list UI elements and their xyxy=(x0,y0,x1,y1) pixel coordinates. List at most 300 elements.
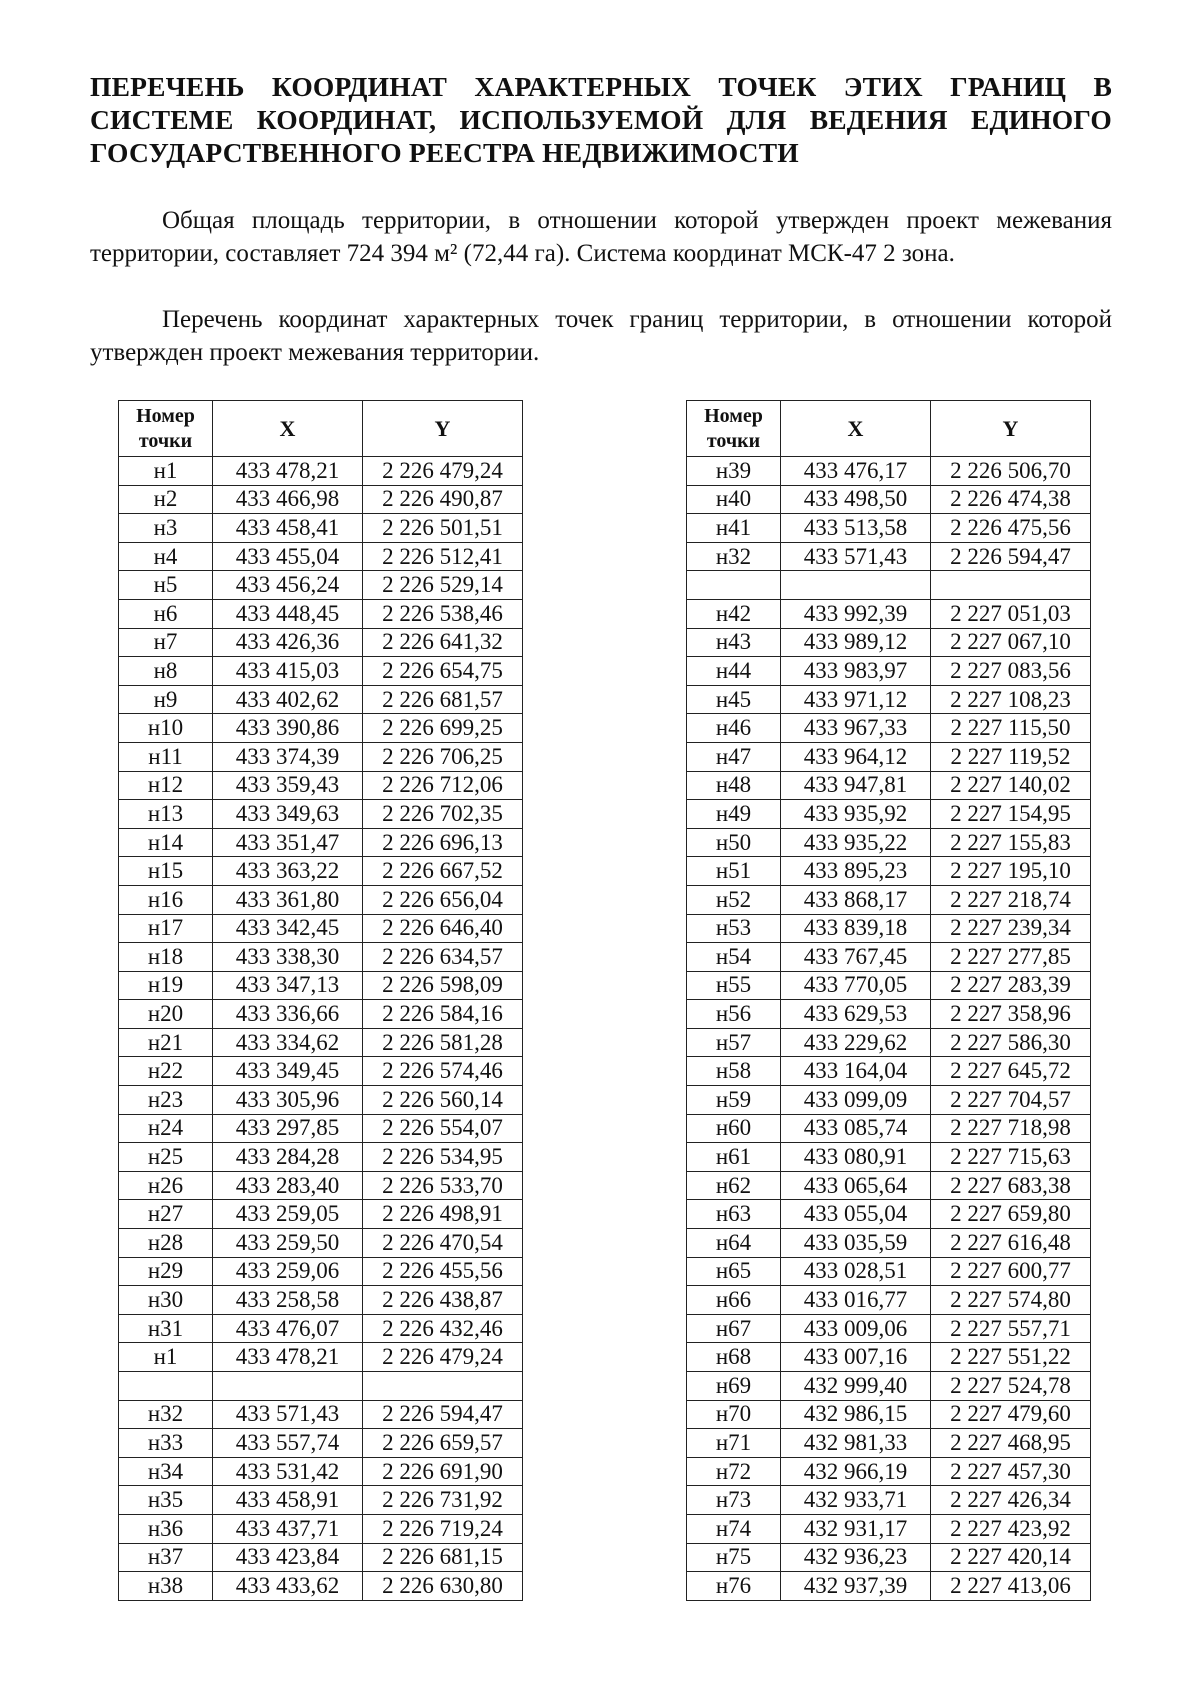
y-coordinate-cell: 2 226 581,28 xyxy=(363,1028,523,1057)
x-coordinate-cell: 433 992,39 xyxy=(781,599,931,628)
point-number-cell: н68 xyxy=(687,1343,781,1372)
y-coordinate-cell: 2 227 423,92 xyxy=(931,1514,1091,1543)
y-coordinate-cell: 2 227 239,34 xyxy=(931,914,1091,943)
x-coordinate-cell: 433 478,21 xyxy=(213,457,363,486)
table-row xyxy=(119,457,523,486)
point-number-cell: н30 xyxy=(119,1286,213,1315)
y-coordinate-cell: 2 226 584,16 xyxy=(363,1000,523,1029)
point-number-cell: н45 xyxy=(687,685,781,714)
table-row xyxy=(119,1028,523,1057)
table-row xyxy=(687,1000,1091,1029)
point-number-cell: н75 xyxy=(687,1543,781,1572)
y-coordinate-cell: 2 227 574,80 xyxy=(931,1286,1091,1315)
y-coordinate-cell: 2 227 600,77 xyxy=(931,1257,1091,1286)
coordinates-table-left xyxy=(118,400,523,1601)
point-number-cell: н9 xyxy=(119,685,213,714)
point-number-cell: н49 xyxy=(687,800,781,829)
y-coordinate-cell: 2 227 083,56 xyxy=(931,657,1091,686)
x-coordinate-cell: 432 999,40 xyxy=(781,1372,931,1401)
point-number-cell: н61 xyxy=(687,1143,781,1172)
point-number-cell: н76 xyxy=(687,1572,781,1601)
x-coordinate-cell: 433 284,28 xyxy=(213,1143,363,1172)
table-row xyxy=(687,800,1091,829)
point-number-cell: н44 xyxy=(687,657,781,686)
x-coordinate-cell: 433 336,66 xyxy=(213,1000,363,1029)
table-row xyxy=(119,1114,523,1143)
table-row xyxy=(119,1343,523,1372)
y-coordinate-cell: 2 226 554,07 xyxy=(363,1114,523,1143)
area-paragraph xyxy=(90,204,1112,270)
y-coordinate-cell: 2 227 457,30 xyxy=(931,1457,1091,1486)
y-coordinate-cell: 2 227 358,96 xyxy=(931,1000,1091,1029)
point-number-cell: н47 xyxy=(687,742,781,771)
x-coordinate-cell: 433 557,74 xyxy=(213,1429,363,1458)
x-coordinate-cell: 433 342,45 xyxy=(213,914,363,943)
header-x: X xyxy=(781,401,931,457)
point-number-cell: н67 xyxy=(687,1314,781,1343)
point-number-cell: н70 xyxy=(687,1400,781,1429)
y-coordinate-cell: 2 226 667,52 xyxy=(363,857,523,886)
table-row xyxy=(119,1514,523,1543)
point-number-cell: н64 xyxy=(687,1229,781,1258)
list-intro-paragraph xyxy=(90,303,1112,369)
point-number-cell: н57 xyxy=(687,1028,781,1057)
x-coordinate-cell: 433 415,03 xyxy=(213,657,363,686)
y-coordinate-cell: 2 227 067,10 xyxy=(931,628,1091,657)
table-row xyxy=(687,1200,1091,1229)
x-coordinate-cell: 433 259,05 xyxy=(213,1200,363,1229)
point-number-cell: н6 xyxy=(119,599,213,628)
table-row xyxy=(119,1314,523,1343)
y-coordinate-cell: 2 226 479,24 xyxy=(363,457,523,486)
x-coordinate-cell: 433 935,92 xyxy=(781,800,931,829)
point-number-cell: н55 xyxy=(687,971,781,1000)
x-coordinate-cell: 433 770,05 xyxy=(781,971,931,1000)
table-row xyxy=(687,1429,1091,1458)
x-coordinate-cell: 433 498,50 xyxy=(781,485,931,514)
y-coordinate-cell: 2 226 498,91 xyxy=(363,1200,523,1229)
point-number-cell: н62 xyxy=(687,1171,781,1200)
y-coordinate-cell: 2 227 551,22 xyxy=(931,1343,1091,1372)
x-coordinate-cell: 433 305,96 xyxy=(213,1086,363,1115)
x-coordinate-cell: 433 259,50 xyxy=(213,1229,363,1258)
table-row xyxy=(687,828,1091,857)
y-coordinate-cell: 2 227 616,48 xyxy=(931,1229,1091,1258)
x-coordinate-cell: 433 935,22 xyxy=(781,828,931,857)
y-coordinate-cell: 2 226 641,32 xyxy=(363,628,523,657)
x-coordinate-cell: 433 361,80 xyxy=(213,885,363,914)
x-coordinate-cell: 433 476,07 xyxy=(213,1314,363,1343)
point-number-cell: н18 xyxy=(119,943,213,972)
x-coordinate-cell: 433 983,97 xyxy=(781,657,931,686)
x-coordinate-cell: 433 080,91 xyxy=(781,1143,931,1172)
point-number-cell: н20 xyxy=(119,1000,213,1029)
x-coordinate-cell: 433 989,12 xyxy=(781,628,931,657)
table-row xyxy=(119,771,523,800)
y-coordinate-cell: 2 227 468,95 xyxy=(931,1429,1091,1458)
y-coordinate-cell: 2 226 659,57 xyxy=(363,1429,523,1458)
x-coordinate-cell: 433 423,84 xyxy=(213,1543,363,1572)
x-coordinate-cell: 433 895,23 xyxy=(781,857,931,886)
header-x: X xyxy=(213,401,363,457)
point-number-cell: н31 xyxy=(119,1314,213,1343)
table-row xyxy=(119,742,523,771)
x-coordinate-cell: 433 466,98 xyxy=(213,485,363,514)
table-row xyxy=(687,971,1091,1000)
point-number-cell: н24 xyxy=(119,1114,213,1143)
point-number-cell: н12 xyxy=(119,771,213,800)
point-number-cell: н58 xyxy=(687,1057,781,1086)
point-number-cell: н32 xyxy=(687,542,781,571)
y-coordinate-cell: 2 226 719,24 xyxy=(363,1514,523,1543)
point-number-cell: н50 xyxy=(687,828,781,857)
y-coordinate-cell: 2 226 699,25 xyxy=(363,714,523,743)
y-coordinate-cell: 2 226 702,35 xyxy=(363,800,523,829)
y-coordinate-cell: 2 227 119,52 xyxy=(931,742,1091,771)
y-coordinate-cell: 2 226 630,80 xyxy=(363,1572,523,1601)
point-number-cell: н3 xyxy=(119,514,213,543)
x-coordinate-cell: 432 931,17 xyxy=(781,1514,931,1543)
point-number-cell: н40 xyxy=(687,485,781,514)
table-row xyxy=(687,1514,1091,1543)
x-coordinate-cell: 433 259,06 xyxy=(213,1257,363,1286)
y-coordinate-cell: 2 227 218,74 xyxy=(931,885,1091,914)
table-row xyxy=(687,1057,1091,1086)
table-row xyxy=(119,1086,523,1115)
point-number-cell: н60 xyxy=(687,1114,781,1143)
y-coordinate-cell: 2 227 115,50 xyxy=(931,714,1091,743)
y-coordinate-cell: 2 226 470,54 xyxy=(363,1229,523,1258)
x-coordinate-cell: 433 334,62 xyxy=(213,1028,363,1057)
point-number-cell: н69 xyxy=(687,1372,781,1401)
x-coordinate-cell: 433 478,21 xyxy=(213,1343,363,1372)
x-coordinate-cell: 433 374,39 xyxy=(213,742,363,771)
point-number-cell: н53 xyxy=(687,914,781,943)
table-row xyxy=(119,1457,523,1486)
point-number-cell: н10 xyxy=(119,714,213,743)
table-row xyxy=(687,914,1091,943)
table-row xyxy=(687,1572,1091,1601)
table-row xyxy=(687,1114,1091,1143)
point-number-cell: н63 xyxy=(687,1200,781,1229)
table-row xyxy=(119,828,523,857)
y-coordinate-cell: 2 226 634,57 xyxy=(363,943,523,972)
x-coordinate-cell: 433 351,47 xyxy=(213,828,363,857)
table-row xyxy=(687,514,1091,543)
table-row xyxy=(687,1257,1091,1286)
y-coordinate-cell: 2 226 432,46 xyxy=(363,1314,523,1343)
x-coordinate-cell: 433 035,59 xyxy=(781,1229,931,1258)
y-coordinate-cell: 2 227 108,23 xyxy=(931,685,1091,714)
y-coordinate-cell: 2 227 426,34 xyxy=(931,1486,1091,1515)
y-coordinate-cell: 2 226 506,70 xyxy=(931,457,1091,486)
point-number-cell: н41 xyxy=(687,514,781,543)
header-y: Y xyxy=(363,401,523,457)
y-coordinate-cell: 2 226 529,14 xyxy=(363,571,523,600)
table-row xyxy=(119,571,523,600)
point-number-cell xyxy=(687,571,781,600)
table-row xyxy=(687,857,1091,886)
point-number-cell: н1 xyxy=(119,457,213,486)
x-coordinate-cell: 433 629,53 xyxy=(781,1000,931,1029)
y-coordinate-cell: 2 226 696,13 xyxy=(363,828,523,857)
table-row xyxy=(119,1400,523,1429)
point-number-cell: н16 xyxy=(119,885,213,914)
x-coordinate-cell xyxy=(781,571,931,600)
header-point-number-line1: Номер xyxy=(704,404,763,427)
y-coordinate-cell: 2 226 706,25 xyxy=(363,742,523,771)
x-coordinate-cell: 433 964,12 xyxy=(781,742,931,771)
y-coordinate-cell: 2 226 560,14 xyxy=(363,1086,523,1115)
point-number-cell: н54 xyxy=(687,943,781,972)
x-coordinate-cell: 433 455,04 xyxy=(213,542,363,571)
table-row xyxy=(119,914,523,943)
table-row xyxy=(119,1229,523,1258)
y-coordinate-cell: 2 227 704,57 xyxy=(931,1086,1091,1115)
y-coordinate-cell: 2 227 524,78 xyxy=(931,1372,1091,1401)
point-number-cell: н65 xyxy=(687,1257,781,1286)
y-coordinate-cell: 2 226 512,41 xyxy=(363,542,523,571)
point-number-cell: н2 xyxy=(119,485,213,514)
y-coordinate-cell xyxy=(363,1372,523,1401)
header-point-number xyxy=(119,401,213,457)
x-coordinate-cell: 433 448,45 xyxy=(213,599,363,628)
point-number-cell: н29 xyxy=(119,1257,213,1286)
y-coordinate-cell: 2 227 195,10 xyxy=(931,857,1091,886)
table-row xyxy=(687,1543,1091,1572)
x-coordinate-cell: 433 164,04 xyxy=(781,1057,931,1086)
table-row xyxy=(119,485,523,514)
y-coordinate-cell: 2 226 681,57 xyxy=(363,685,523,714)
y-coordinate-cell: 2 227 718,98 xyxy=(931,1114,1091,1143)
header-point-number-line2: точки xyxy=(138,429,193,452)
x-coordinate-cell: 433 967,33 xyxy=(781,714,931,743)
table-row xyxy=(687,685,1091,714)
x-coordinate-cell: 432 966,19 xyxy=(781,1457,931,1486)
y-coordinate-cell: 2 227 479,60 xyxy=(931,1400,1091,1429)
table-row xyxy=(687,542,1091,571)
point-number-cell: н66 xyxy=(687,1286,781,1315)
x-coordinate-cell: 433 283,40 xyxy=(213,1171,363,1200)
table-row xyxy=(119,1057,523,1086)
x-coordinate-cell: 433 868,17 xyxy=(781,885,931,914)
point-number-cell: н71 xyxy=(687,1429,781,1458)
table-row xyxy=(119,1372,523,1401)
table-row xyxy=(687,485,1091,514)
table-row xyxy=(119,599,523,628)
table-header-row xyxy=(119,401,523,457)
y-coordinate-cell: 2 227 420,14 xyxy=(931,1543,1091,1572)
y-coordinate-cell: 2 226 712,06 xyxy=(363,771,523,800)
point-number-cell: н35 xyxy=(119,1486,213,1515)
x-coordinate-cell: 432 933,71 xyxy=(781,1486,931,1515)
table-row xyxy=(119,885,523,914)
point-number-cell: н72 xyxy=(687,1457,781,1486)
table-row xyxy=(687,1372,1091,1401)
x-coordinate-cell: 433 349,45 xyxy=(213,1057,363,1086)
point-number-cell: н73 xyxy=(687,1486,781,1515)
y-coordinate-cell: 2 226 656,04 xyxy=(363,885,523,914)
header-point-number xyxy=(687,401,781,457)
list-intro-paragraph-text: Перечень координат характерных точек границ территории, в отношении которой утвержден проект межевания территории. xyxy=(90,306,1112,366)
point-number-cell: н46 xyxy=(687,714,781,743)
table-row xyxy=(687,1457,1091,1486)
x-coordinate-cell: 432 981,33 xyxy=(781,1429,931,1458)
y-coordinate-cell: 2 227 659,80 xyxy=(931,1200,1091,1229)
y-coordinate-cell: 2 226 538,46 xyxy=(363,599,523,628)
x-coordinate-cell: 433 426,36 xyxy=(213,628,363,657)
y-coordinate-cell: 2 226 490,87 xyxy=(363,485,523,514)
y-coordinate-cell: 2 226 475,56 xyxy=(931,514,1091,543)
x-coordinate-cell: 433 402,62 xyxy=(213,685,363,714)
y-coordinate-cell: 2 227 155,83 xyxy=(931,828,1091,857)
coordinates-table-left-body xyxy=(119,457,523,1601)
y-coordinate-cell: 2 227 277,85 xyxy=(931,943,1091,972)
point-number-cell: н48 xyxy=(687,771,781,800)
point-number-cell: н56 xyxy=(687,1000,781,1029)
table-row xyxy=(119,657,523,686)
point-number-cell: н52 xyxy=(687,885,781,914)
table-row xyxy=(687,1143,1091,1172)
y-coordinate-cell: 2 227 715,63 xyxy=(931,1143,1091,1172)
table-row xyxy=(119,1429,523,1458)
point-number-cell: н34 xyxy=(119,1457,213,1486)
y-coordinate-cell: 2 226 533,70 xyxy=(363,1171,523,1200)
y-coordinate-cell: 2 226 691,90 xyxy=(363,1457,523,1486)
x-coordinate-cell: 433 767,45 xyxy=(781,943,931,972)
table-row xyxy=(119,685,523,714)
table-row xyxy=(119,714,523,743)
point-number-cell: н74 xyxy=(687,1514,781,1543)
x-coordinate-cell: 433 433,62 xyxy=(213,1572,363,1601)
x-coordinate-cell: 433 437,71 xyxy=(213,1514,363,1543)
x-coordinate-cell: 433 513,58 xyxy=(781,514,931,543)
point-number-cell: н8 xyxy=(119,657,213,686)
x-coordinate-cell: 433 009,06 xyxy=(781,1314,931,1343)
table-row xyxy=(119,943,523,972)
point-number-cell: н39 xyxy=(687,457,781,486)
x-coordinate-cell: 433 347,13 xyxy=(213,971,363,1000)
y-coordinate-cell: 2 227 154,95 xyxy=(931,800,1091,829)
point-number-cell: н38 xyxy=(119,1572,213,1601)
x-coordinate-cell: 433 065,64 xyxy=(781,1171,931,1200)
y-coordinate-cell: 2 226 455,56 xyxy=(363,1257,523,1286)
x-coordinate-cell: 433 085,74 xyxy=(781,1114,931,1143)
y-coordinate-cell: 2 226 534,95 xyxy=(363,1143,523,1172)
table-row xyxy=(687,1314,1091,1343)
table-row xyxy=(119,1257,523,1286)
y-coordinate-cell: 2 226 479,24 xyxy=(363,1343,523,1372)
y-coordinate-cell: 2 227 557,71 xyxy=(931,1314,1091,1343)
y-coordinate-cell: 2 226 574,46 xyxy=(363,1057,523,1086)
x-coordinate-cell: 433 229,62 xyxy=(781,1028,931,1057)
x-coordinate-cell: 433 571,43 xyxy=(213,1400,363,1429)
y-coordinate-cell: 2 227 683,38 xyxy=(931,1171,1091,1200)
y-coordinate-cell: 2 226 594,47 xyxy=(931,542,1091,571)
y-coordinate-cell: 2 227 140,02 xyxy=(931,771,1091,800)
x-coordinate-cell xyxy=(213,1372,363,1401)
table-row xyxy=(119,1286,523,1315)
x-coordinate-cell: 432 937,39 xyxy=(781,1572,931,1601)
header-y: Y xyxy=(931,401,1091,457)
y-coordinate-cell: 2 226 501,51 xyxy=(363,514,523,543)
y-coordinate-cell: 2 226 598,09 xyxy=(363,971,523,1000)
table-row xyxy=(687,742,1091,771)
point-number-cell: н32 xyxy=(119,1400,213,1429)
point-number-cell: н11 xyxy=(119,742,213,771)
table-header-row xyxy=(687,401,1091,457)
table-row xyxy=(687,1400,1091,1429)
table-row xyxy=(687,599,1091,628)
x-coordinate-cell: 433 458,41 xyxy=(213,514,363,543)
x-coordinate-cell: 433 390,86 xyxy=(213,714,363,743)
point-number-cell: н13 xyxy=(119,800,213,829)
table-row xyxy=(119,800,523,829)
point-number-cell: н5 xyxy=(119,571,213,600)
point-number-cell: н7 xyxy=(119,628,213,657)
table-row xyxy=(119,1143,523,1172)
x-coordinate-cell: 433 476,17 xyxy=(781,457,931,486)
y-coordinate-cell: 2 226 594,47 xyxy=(363,1400,523,1429)
y-coordinate-cell: 2 227 283,39 xyxy=(931,971,1091,1000)
point-number-cell: н59 xyxy=(687,1086,781,1115)
y-coordinate-cell: 2 227 586,30 xyxy=(931,1028,1091,1057)
table-row xyxy=(119,1572,523,1601)
table-row xyxy=(687,457,1091,486)
coordinates-table-right xyxy=(686,400,1091,1601)
table-row xyxy=(687,1229,1091,1258)
point-number-cell xyxy=(119,1372,213,1401)
y-coordinate-cell: 2 226 731,92 xyxy=(363,1486,523,1515)
table-row xyxy=(119,542,523,571)
table-row xyxy=(119,1543,523,1572)
x-coordinate-cell: 433 531,42 xyxy=(213,1457,363,1486)
point-number-cell: н28 xyxy=(119,1229,213,1258)
table-row xyxy=(119,1171,523,1200)
x-coordinate-cell: 433 007,16 xyxy=(781,1343,931,1372)
x-coordinate-cell: 433 571,43 xyxy=(781,542,931,571)
header-point-number-line1: Номер xyxy=(136,404,195,427)
point-number-cell: н26 xyxy=(119,1171,213,1200)
point-number-cell: н27 xyxy=(119,1200,213,1229)
point-number-cell: н4 xyxy=(119,542,213,571)
table-row xyxy=(687,885,1091,914)
table-row xyxy=(119,971,523,1000)
table-row xyxy=(687,943,1091,972)
x-coordinate-cell: 433 456,24 xyxy=(213,571,363,600)
x-coordinate-cell: 433 458,91 xyxy=(213,1486,363,1515)
point-number-cell: н1 xyxy=(119,1343,213,1372)
area-paragraph-text: Общая площадь территории, в отношении которой утвержден проект межевания территории, составляет 724 394 м² (72,44 га). Система координат МСК-47 2 зона. xyxy=(90,207,1112,267)
x-coordinate-cell: 433 359,43 xyxy=(213,771,363,800)
y-coordinate-cell: 2 227 645,72 xyxy=(931,1057,1091,1086)
x-coordinate-cell: 433 099,09 xyxy=(781,1086,931,1115)
y-coordinate-cell: 2 226 646,40 xyxy=(363,914,523,943)
table-row xyxy=(687,771,1091,800)
table-row xyxy=(687,1028,1091,1057)
x-coordinate-cell: 433 338,30 xyxy=(213,943,363,972)
table-row xyxy=(687,1171,1091,1200)
table-row xyxy=(119,1486,523,1515)
point-number-cell: н43 xyxy=(687,628,781,657)
table-row xyxy=(687,571,1091,600)
table-row xyxy=(119,1000,523,1029)
y-coordinate-cell: 2 226 654,75 xyxy=(363,657,523,686)
point-number-cell: н42 xyxy=(687,599,781,628)
table-row xyxy=(687,657,1091,686)
table-row xyxy=(687,1286,1091,1315)
point-number-cell: н14 xyxy=(119,828,213,857)
